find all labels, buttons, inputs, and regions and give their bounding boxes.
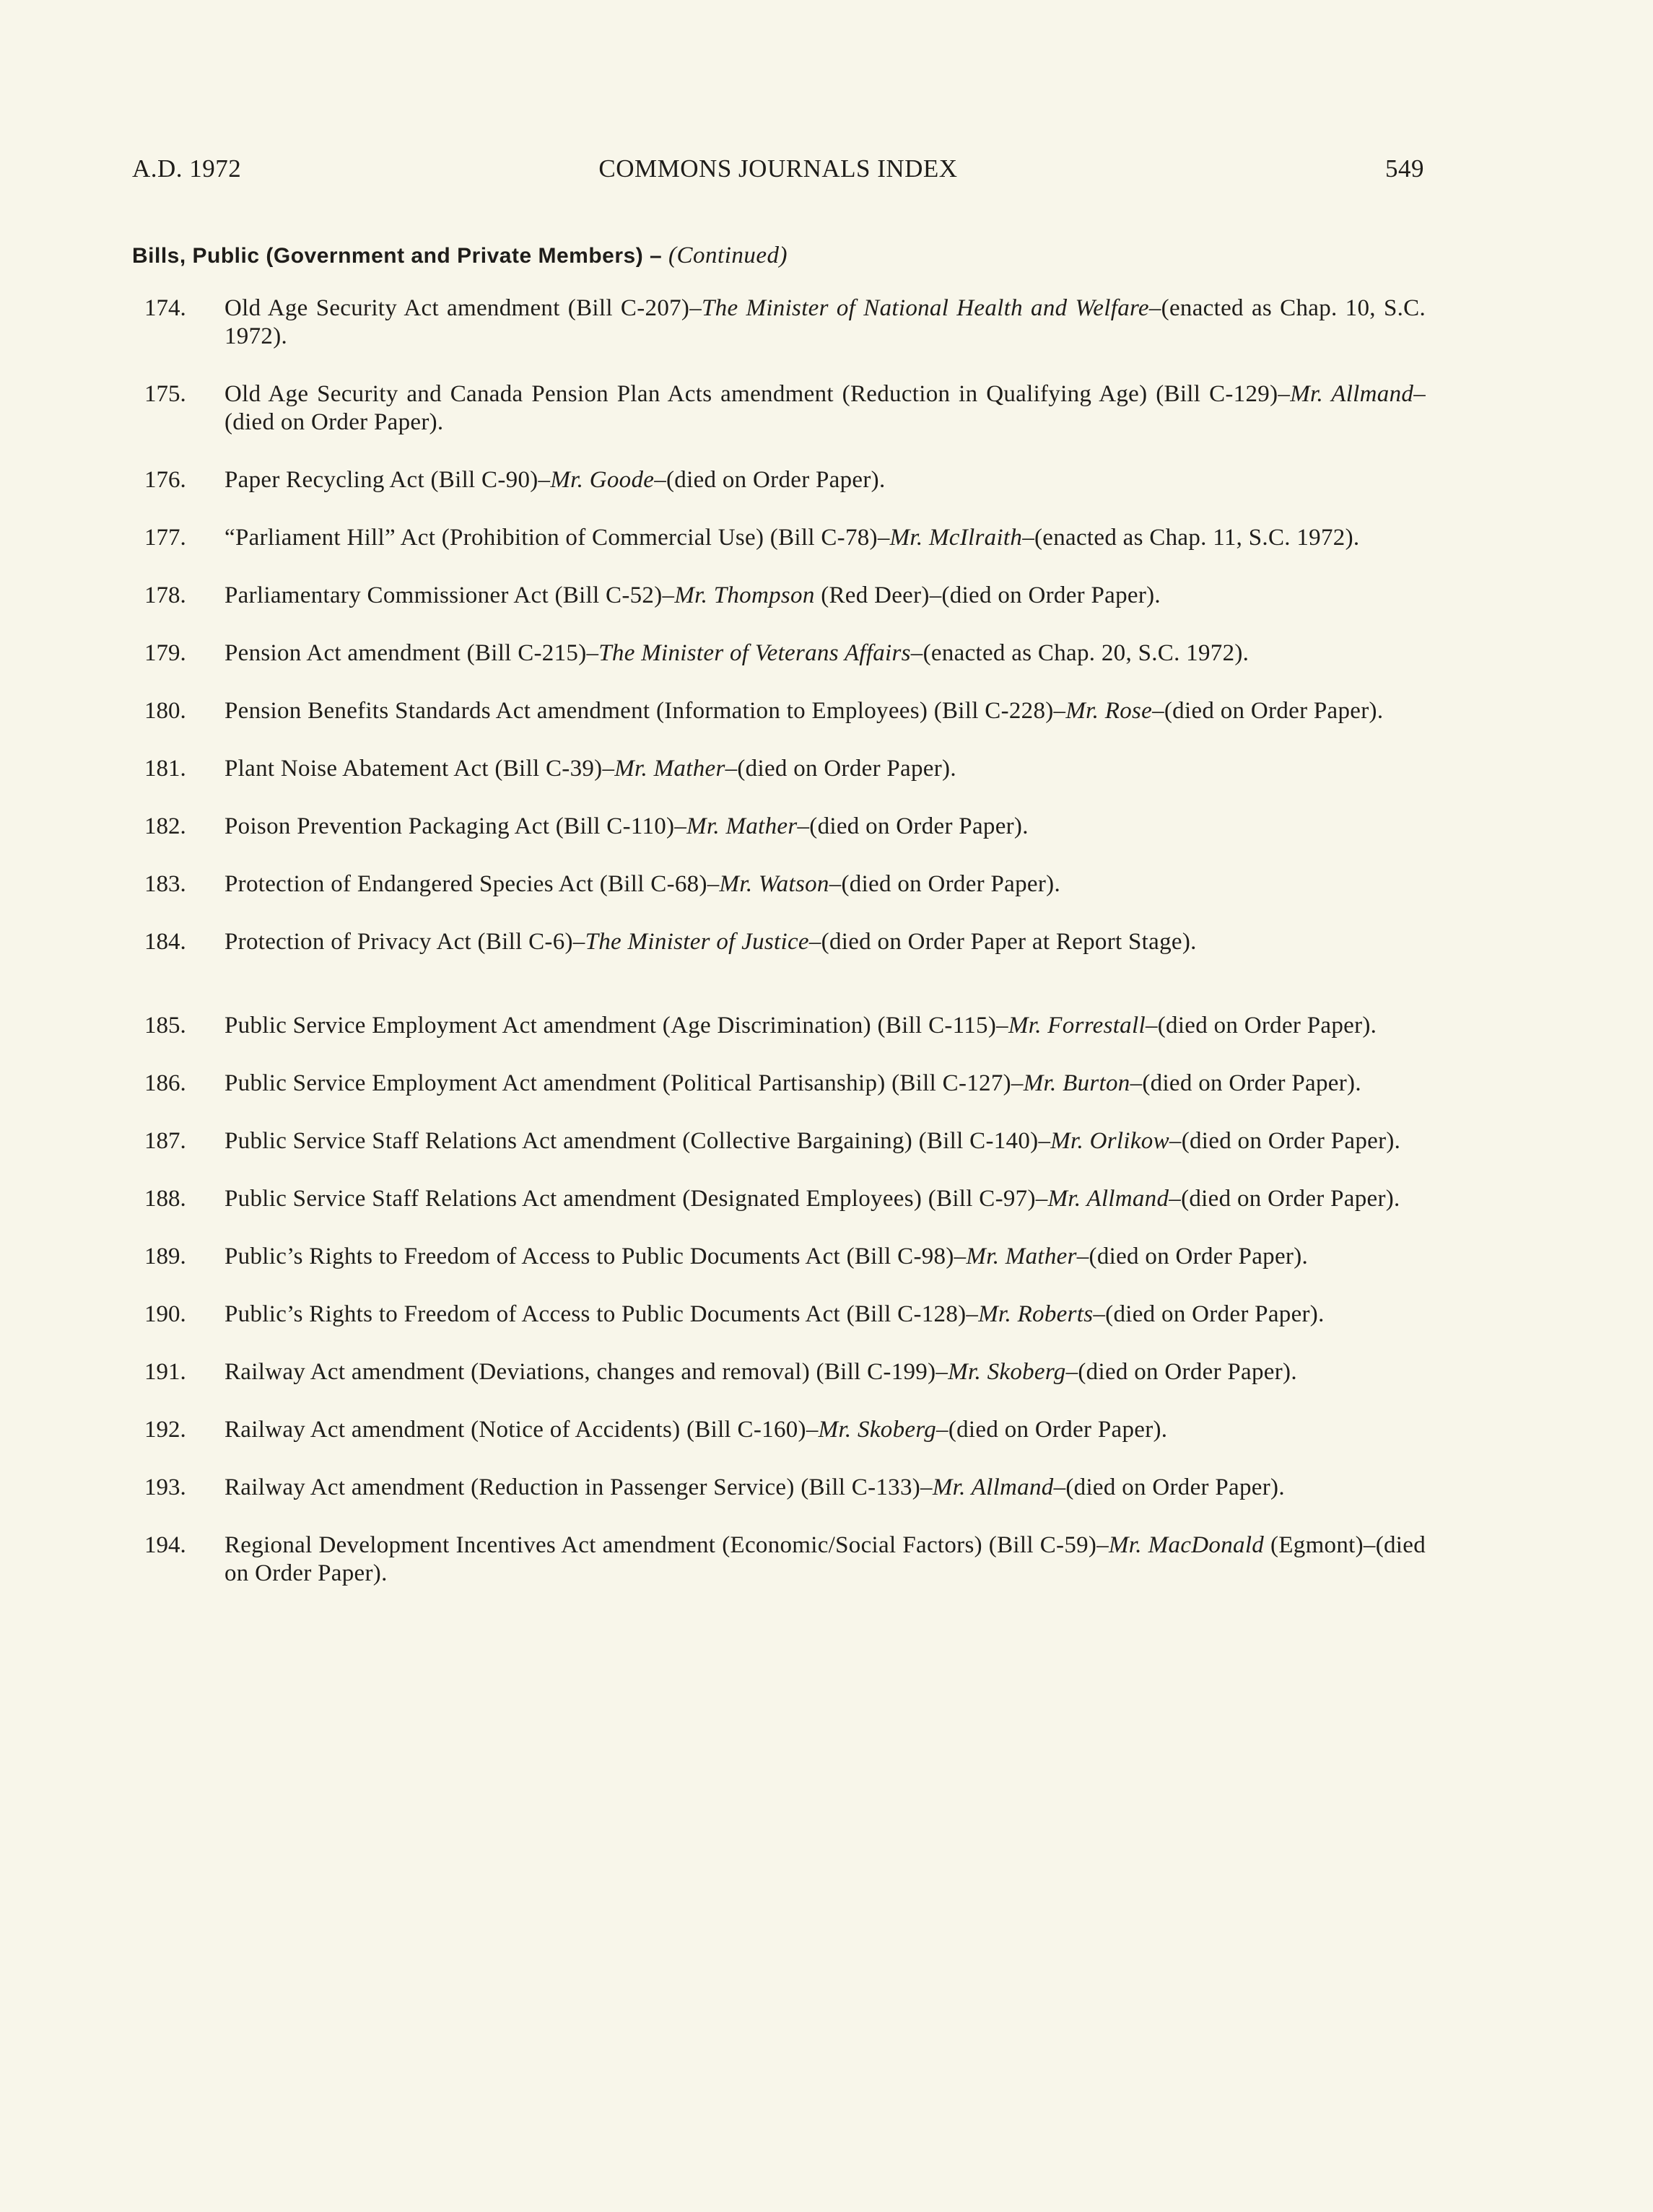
entry-sponsor: Mr. Mather [966, 1243, 1077, 1269]
entry-number: 183. [144, 871, 186, 897]
list-item [144, 294, 1426, 351]
entry-bill: Public Service Staff Relations Act amendment (Collective Bargaining) (Bill C-140)– [224, 1128, 1051, 1154]
list-item [144, 582, 1426, 610]
entry-number: 178. [144, 582, 186, 608]
entry-text [224, 524, 1426, 552]
entry-bill: Public Service Employment Act amendment (Political Partisanship) (Bill C-127)– [224, 1070, 1024, 1096]
list-item [144, 1531, 1426, 1588]
entry-number: 190. [144, 1301, 186, 1327]
entry-bill: Public’s Rights to Freedom of Access to Public Documents Act (Bill C-128)– [224, 1301, 979, 1327]
entry-sponsor: Mr. Mather [614, 756, 725, 782]
entry-status: –(died on Order Paper). [1053, 1474, 1285, 1500]
entry-number: 193. [144, 1474, 186, 1500]
list-item [144, 1127, 1426, 1155]
entry-number: 192. [144, 1417, 186, 1443]
entry-sponsor: Mr. Orlikow [1050, 1128, 1169, 1154]
entry-number: 180. [144, 698, 186, 724]
entry-status: –(died on Order Paper). [936, 1417, 1168, 1443]
entry-bill: Pension Act amendment (Bill C-215)– [224, 640, 599, 666]
entry-status: –(died on Order Paper). [1130, 1070, 1361, 1096]
entry-status: –(enacted as Chap. 10, S.C. 1972). [224, 295, 1426, 349]
entry-number: 179. [144, 640, 186, 666]
entry-sponsor: Mr. Watson [719, 871, 829, 897]
list-item [144, 466, 1426, 494]
entry-sponsor: Mr. Goode [550, 467, 655, 493]
entry-number: 189. [144, 1243, 186, 1269]
list-item [144, 1474, 1426, 1502]
entry-status: –(died on Order Paper). [1152, 698, 1384, 724]
running-head [132, 154, 1424, 189]
entry-number: 185. [144, 1013, 186, 1039]
entry-status: –(enacted as Chap. 11, S.C. 1972). [1022, 525, 1360, 551]
entry-text [224, 928, 1426, 956]
entry-status: (Red Deer)–(died on Order Paper). [814, 582, 1161, 608]
entry-bill: Old Age Security Act amendment (Bill C-207)– [224, 295, 702, 321]
entry-bill: Railway Act amendment (Notice of Accidents) (Bill C-160)– [224, 1417, 819, 1443]
entry-bill: Public Service Staff Relations Act amendment (Designated Employees) (Bill C-97)– [224, 1186, 1048, 1212]
entry-status: –(died on Order Paper). [1065, 1359, 1297, 1385]
entry-text [224, 1070, 1426, 1098]
entry-number: 184. [144, 929, 186, 955]
entry-bill: Poison Prevention Packaging Act (Bill C-110)– [224, 813, 687, 839]
entry-status: –(died on Order Paper). [1076, 1243, 1309, 1269]
list-item [144, 813, 1426, 841]
entry-status: (Egmont)–(died on Order Paper). [224, 1532, 1426, 1586]
entry-status: –(died on Order Paper). [1169, 1186, 1400, 1212]
entry-sponsor: Mr. Rose [1065, 698, 1153, 724]
entry-bill: Regional Development Incentives Act amendment (Economic/Social Factors) (Bill C-59)– [224, 1532, 1109, 1558]
entry-sponsor: Mr. MacDonald [1109, 1532, 1265, 1558]
entry-text [224, 1127, 1426, 1155]
entry-number: 187. [144, 1128, 186, 1154]
entry-bill: Paper Recycling Act (Bill C-90)– [224, 467, 551, 493]
list-item [144, 1300, 1426, 1329]
header-year: A.D. 1972 [132, 154, 242, 183]
entry-sponsor: The Minister of National Health and Welfare [702, 295, 1149, 321]
entry-bill: Protection of Privacy Act (Bill C-6)– [224, 929, 585, 955]
entry-sponsor: Mr. Forrestall [1008, 1013, 1146, 1039]
list-item [144, 1185, 1426, 1213]
list-item [144, 1358, 1426, 1386]
entry-text [224, 1416, 1426, 1444]
entry-bill: Plant Noise Abatement Act (Bill C-39)– [224, 756, 615, 782]
entry-bill: Railway Act amendment (Deviations, changes and removal) (Bill C-199)– [224, 1359, 948, 1385]
section-heading [132, 242, 1424, 269]
list-item [144, 1416, 1426, 1444]
page-number: 549 [1385, 154, 1424, 183]
entry-text [224, 639, 1426, 668]
entry-sponsor: Mr. Allmand [1047, 1186, 1169, 1212]
entry-text [224, 1300, 1426, 1329]
entry-text [224, 1012, 1426, 1040]
list-item [144, 697, 1426, 725]
entry-status: –(died on Order Paper). [797, 813, 1029, 839]
entry-bill: Parliamentary Commissioner Act (Bill C-52)– [224, 582, 675, 608]
entry-status: –(enacted as Chap. 20, S.C. 1972). [910, 640, 1249, 666]
entry-number: 186. [144, 1070, 186, 1096]
entry-status: –(died on Order Paper). [829, 871, 1060, 897]
entry-sponsor: The Minister of Justice [585, 929, 809, 955]
entry-status: –(died on Order Paper). [654, 467, 886, 493]
entry-sponsor: Mr. Allmand [1290, 381, 1414, 407]
header-title: COMMONS JOURNALS INDEX [598, 154, 958, 183]
entry-bill: Public’s Rights to Freedom of Access to Public Documents Act (Bill C-98)– [224, 1243, 967, 1269]
list-item [144, 1012, 1426, 1040]
entry-text [224, 1185, 1426, 1213]
entry-text [224, 1358, 1426, 1386]
entry-sponsor: Mr. Skoberg [818, 1417, 937, 1443]
entry-status: –(died on Order Paper). [725, 756, 956, 782]
entry-text [224, 1243, 1426, 1271]
entry-text [224, 1474, 1426, 1502]
entry-status: –(died on Order Paper). [1145, 1013, 1377, 1039]
entry-text [224, 870, 1426, 899]
entry-text [224, 380, 1426, 437]
list-item [144, 639, 1426, 668]
bill-entry-list [144, 294, 1426, 1617]
entry-status: –(died on Order Paper at Report Stage). [808, 929, 1197, 955]
entry-number: 174. [144, 295, 186, 321]
entry-sponsor: Mr. Burton [1023, 1070, 1130, 1096]
entry-number: 194. [144, 1532, 186, 1558]
entry-bill: “Parliament Hill” Act (Prohibition of Commercial Use) (Bill C-78)– [224, 525, 890, 551]
entry-status: –(died on Order Paper). [224, 381, 1426, 435]
entry-number: 182. [144, 813, 186, 839]
entry-sponsor: Mr. Mather [686, 813, 798, 839]
list-item [144, 755, 1426, 783]
entry-text [224, 582, 1426, 610]
entry-bill: Public Service Employment Act amendment (Age Discrimination) (Bill C-115)– [224, 1013, 1008, 1039]
list-item [144, 380, 1426, 437]
entry-text [224, 294, 1426, 351]
list-item [144, 870, 1426, 899]
entry-number: 188. [144, 1186, 186, 1212]
list-item [144, 1070, 1426, 1098]
entry-number: 191. [144, 1359, 186, 1385]
entry-text [224, 1531, 1426, 1588]
entry-number: 176. [144, 467, 186, 493]
entry-text [224, 466, 1426, 494]
entry-status: –(died on Order Paper). [1169, 1128, 1401, 1154]
entry-bill: Railway Act amendment (Reduction in Passenger Service) (Bill C-133)– [224, 1474, 933, 1500]
entry-text [224, 813, 1426, 841]
entry-number: 177. [144, 525, 186, 551]
entry-bill: Pension Benefits Standards Act amendment (Information to Employees) (Bill C-228)– [224, 698, 1066, 724]
entry-status: –(died on Order Paper). [1093, 1301, 1325, 1327]
entry-bill: Protection of Endangered Species Act (Bill C-68)– [224, 871, 720, 897]
entry-text [224, 755, 1426, 783]
entry-bill: Old Age Security and Canada Pension Plan Acts amendment (Reduction in Qualifying Age) (Bill C-129)– [224, 381, 1291, 407]
entry-sponsor: The Minister of Veterans Affairs [598, 640, 911, 666]
list-item [144, 928, 1426, 956]
entry-text [224, 697, 1426, 725]
entry-number: 175. [144, 381, 186, 407]
entry-number: 181. [144, 756, 186, 782]
list-item [144, 524, 1426, 552]
entry-sponsor: Mr. Allmand [932, 1474, 1054, 1500]
section-continued: (Continued) [668, 242, 788, 268]
entry-sponsor: Mr. Roberts [978, 1301, 1094, 1327]
list-item [144, 1243, 1426, 1271]
entry-sponsor: Mr. Skoberg [948, 1359, 1066, 1385]
entry-sponsor: Mr. McIlraith [889, 525, 1023, 551]
section-title: Bills, Public (Government and Private Members) – [132, 244, 663, 268]
entry-sponsor: Mr. Thompson [674, 582, 815, 608]
